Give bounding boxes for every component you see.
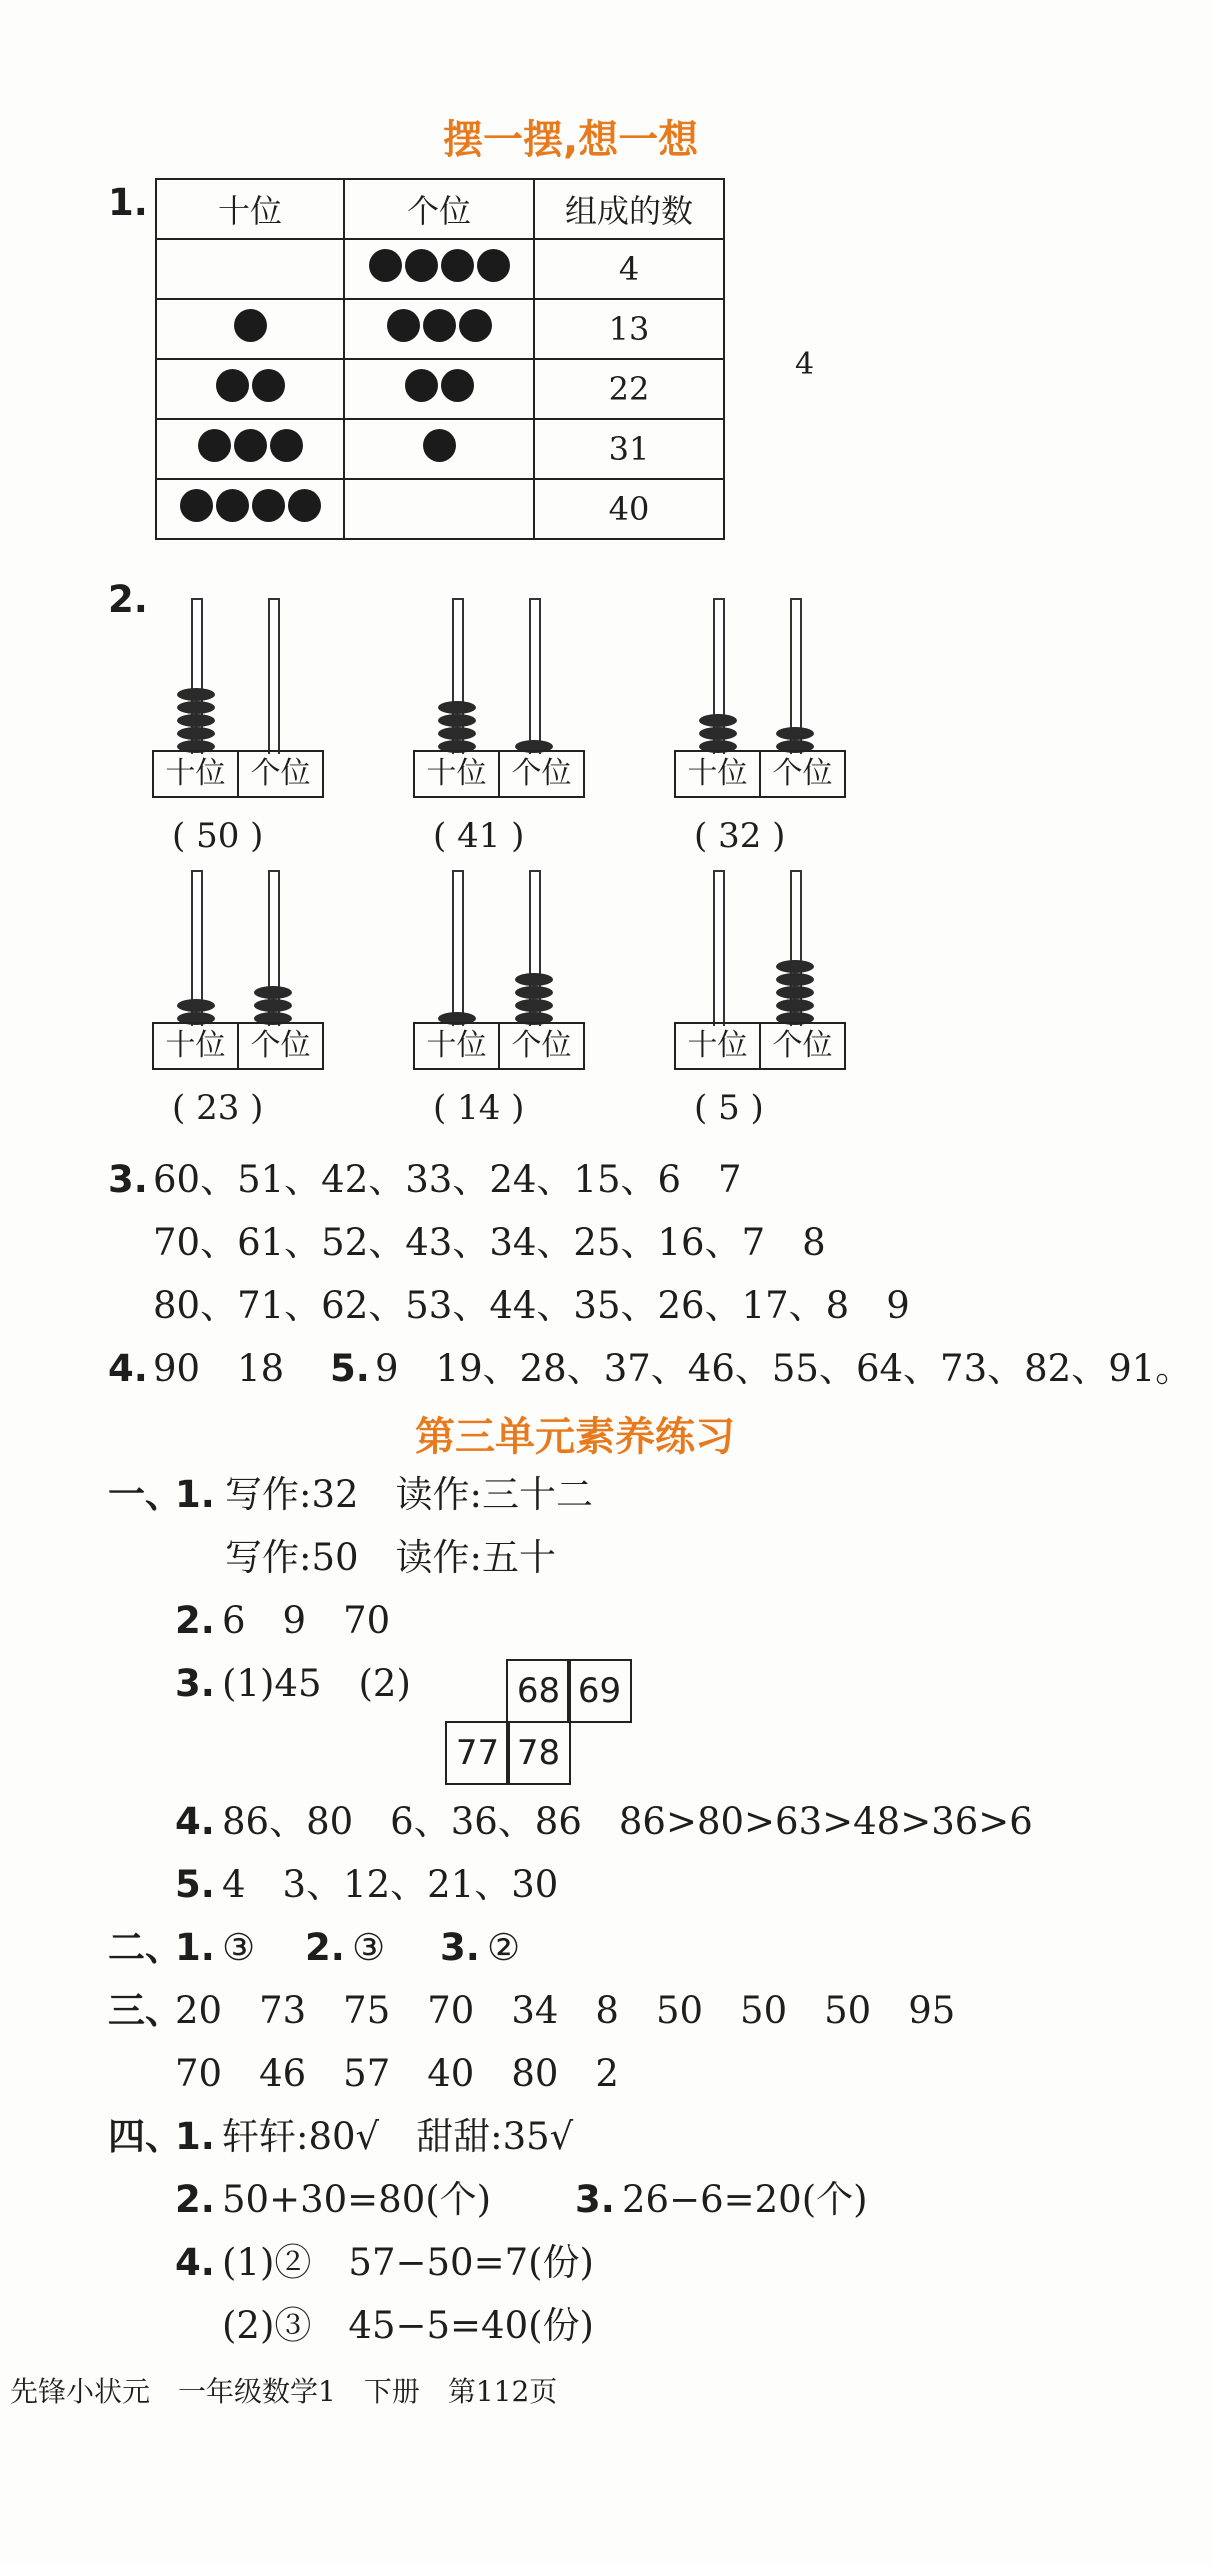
part1-q5-answer: 4 3、12、21、30 [222, 1863, 559, 1906]
tens-rod [713, 870, 725, 1026]
tens-label: 十位 [154, 1024, 239, 1068]
q3-line-3: 80、71、62、53、44、35、26、17、8 9 [153, 1284, 910, 1327]
abacus-base [413, 750, 585, 798]
abacus-bead [776, 960, 814, 973]
q5-number: 5. [330, 1347, 370, 1390]
number-cell: 22 [534, 359, 724, 419]
part4-q4-line1: (1)② 57−50=7(份) [222, 2241, 594, 2284]
ones-cell [344, 359, 534, 419]
ones-label: 个位 [511, 756, 572, 791]
ones-label: 个位 [772, 756, 833, 791]
part1-q1-line2: 写作:50 读作:五十 [225, 1536, 557, 1579]
header-tens: 十位 [156, 179, 344, 239]
part1-q5-number: 5. [175, 1863, 215, 1906]
abacus-base [152, 1022, 324, 1070]
number-cell: 31 [534, 419, 724, 479]
counter-dot [441, 369, 474, 402]
ones-cell [344, 299, 534, 359]
tens-label: 十位 [415, 752, 500, 796]
part2-q3-answer: ② [487, 1926, 521, 1969]
abacus-bead [177, 727, 215, 740]
abacus [152, 598, 324, 798]
abacus [413, 598, 585, 798]
tens-label: 十位 [154, 752, 239, 796]
grid-cell-78: 78 [506, 1721, 571, 1785]
section-title-practice: 摆一摆,想一想 [443, 117, 699, 163]
abacus-bead [438, 727, 476, 740]
abacus-bead [438, 701, 476, 714]
abacus-bead [776, 727, 814, 740]
ones-rod [268, 598, 280, 754]
counter-dot [477, 249, 510, 282]
part4-q3-answer: 26−6=20(个) [622, 2178, 868, 2221]
counter-dot [252, 489, 285, 522]
tens-label: 十位 [676, 752, 761, 796]
counter-dot [270, 429, 303, 462]
abacus-bead [177, 688, 215, 701]
tens-cell [156, 239, 344, 299]
tens-cell [156, 479, 344, 539]
ones-cell [344, 419, 534, 479]
part1-q4-answer: 86、80 6、36、86 86>80>63>48>36>6 [222, 1800, 1033, 1843]
part2-label: 二、 [108, 1926, 182, 1969]
tens-cell [156, 359, 344, 419]
tens-rod [452, 870, 464, 1026]
part1-q2-number: 2. [175, 1599, 215, 1642]
counter-dot [369, 249, 402, 282]
abacus-base [413, 1022, 585, 1070]
ones-label: 个位 [772, 1028, 833, 1063]
ones-rod [529, 598, 541, 754]
abacus-bead [177, 714, 215, 727]
part4-q1-number: 1. [175, 2115, 215, 2158]
counter-dot [405, 369, 438, 402]
ones-label: 个位 [511, 1028, 572, 1063]
q4-answer: 90 18 [153, 1347, 285, 1390]
section-title-unit3: 第三单元素养练习 [415, 1414, 735, 1460]
counter-dot [180, 489, 213, 522]
grid-cell-69: 69 [567, 1659, 632, 1723]
counter-dot [234, 429, 267, 462]
part3-line1: 20 73 75 70 34 8 50 50 50 95 [175, 1989, 956, 2032]
counter-dot [216, 489, 249, 522]
page-footer: 先锋小状元 一年级数学1 下册 第112页 [10, 2375, 558, 2408]
counter-dot [198, 429, 231, 462]
q5-answer: 9 19、28、37、46、55、64、73、82、91。 [375, 1347, 1193, 1390]
abacus-bead [254, 999, 292, 1012]
part1-q2-answer: 6 9 70 [222, 1599, 391, 1642]
table-row [156, 299, 724, 359]
part2-q1-answer: ③ [222, 1926, 256, 1969]
counter-dot [405, 249, 438, 282]
part1-q4-number: 4. [175, 1800, 215, 1843]
counter-dot [252, 369, 285, 402]
tens-cell [156, 419, 344, 479]
q3-line-2: 70、61、52、43、34、25、16、7 8 [153, 1221, 826, 1264]
abacus-base [674, 1022, 846, 1070]
part4-q3-number: 3. [575, 2178, 615, 2221]
counter-dot [288, 489, 321, 522]
abacus-bead [776, 999, 814, 1012]
part3-label: 三、 [108, 1989, 182, 2032]
abacus-answer: ( 5 ) [694, 1088, 764, 1128]
abacus-base [152, 750, 324, 798]
part1-q1-number: 1. [175, 1473, 215, 1516]
abacus-bead [515, 986, 553, 999]
abacus-bead [699, 727, 737, 740]
part1-q1-line1: 写作:32 读作:三十二 [225, 1473, 594, 1516]
abacus-bead [177, 999, 215, 1012]
abacus-bead [254, 986, 292, 999]
part4-label: 四、 [108, 2115, 182, 2158]
part1-label: 一、 [108, 1473, 182, 1516]
counter-dot [387, 309, 420, 342]
abacus-answer: ( 41 ) [433, 816, 525, 856]
abacus-answer: ( 14 ) [433, 1088, 525, 1128]
counter-dot [423, 429, 456, 462]
abacus [152, 870, 324, 1070]
abacus-answer: ( 50 ) [172, 816, 264, 856]
part4-q2-answer: 50+30=80(个) [222, 2178, 492, 2221]
abacus-bead [438, 714, 476, 727]
abacus-bead [177, 701, 215, 714]
part2-q3-number: 3. [440, 1926, 480, 1969]
header-number: 组成的数 [534, 179, 724, 239]
abacus [674, 598, 846, 798]
counter-dot [216, 369, 249, 402]
table-header-row [156, 179, 724, 239]
abacus-answer: ( 23 ) [172, 1088, 264, 1128]
counter-dot [423, 309, 456, 342]
q4-number: 4. [108, 1347, 148, 1390]
grid-cell-77: 77 [445, 1721, 510, 1785]
abacus-bead [776, 973, 814, 986]
tens-label: 十位 [676, 1024, 761, 1068]
abacus-base [674, 750, 846, 798]
abacus-bead [515, 973, 553, 986]
counter-dot [441, 249, 474, 282]
abacus [413, 870, 585, 1070]
counter-dot [459, 309, 492, 342]
q3-number: 3. [108, 1158, 148, 1201]
counter-dot [234, 309, 267, 342]
part4-q4-line2: (2)③ 45−5=40(份) [222, 2304, 594, 2347]
ones-cell [344, 479, 534, 539]
table-row [156, 239, 724, 299]
q3-line-1: 60、51、42、33、24、15、6 7 [153, 1158, 742, 1201]
part1-q3-answer: (1)45 (2) [222, 1662, 411, 1705]
part1-q3-number: 3. [175, 1662, 215, 1705]
number-cell: 40 [534, 479, 724, 539]
part4-q4-number: 4. [175, 2241, 215, 2284]
q2-number: 2. [108, 578, 148, 621]
ones-label: 个位 [250, 756, 311, 791]
number-cell: 4 [534, 239, 724, 299]
part2-q1-number: 1. [175, 1926, 215, 1969]
ones-label: 个位 [250, 1028, 311, 1063]
ones-cell [344, 239, 534, 299]
part3-line2: 70 46 57 40 80 2 [175, 2052, 619, 2095]
q1-number: 1. [108, 181, 148, 224]
table-row [156, 419, 724, 479]
part2-q2-number: 2. [305, 1926, 345, 1969]
number-cell: 13 [534, 299, 724, 359]
abacus [674, 870, 846, 1070]
abacus-answer: ( 32 ) [694, 816, 786, 856]
tens-cell [156, 299, 344, 359]
tens-label: 十位 [415, 1024, 500, 1068]
grid-cell-68: 68 [506, 1659, 571, 1723]
header-ones: 个位 [344, 179, 534, 239]
abacus-bead [515, 999, 553, 1012]
abacus-bead [776, 986, 814, 999]
part4-q1-answer: 轩轩:80√ 甜甜:35√ [222, 2115, 574, 2158]
place-value-table [155, 178, 725, 540]
table-row [156, 479, 724, 539]
part2-q2-answer: ③ [352, 1926, 386, 1969]
part4-q2-number: 2. [175, 2178, 215, 2221]
side-mark: 4 [795, 347, 815, 382]
abacus-bead [699, 714, 737, 727]
table-row [156, 359, 724, 419]
